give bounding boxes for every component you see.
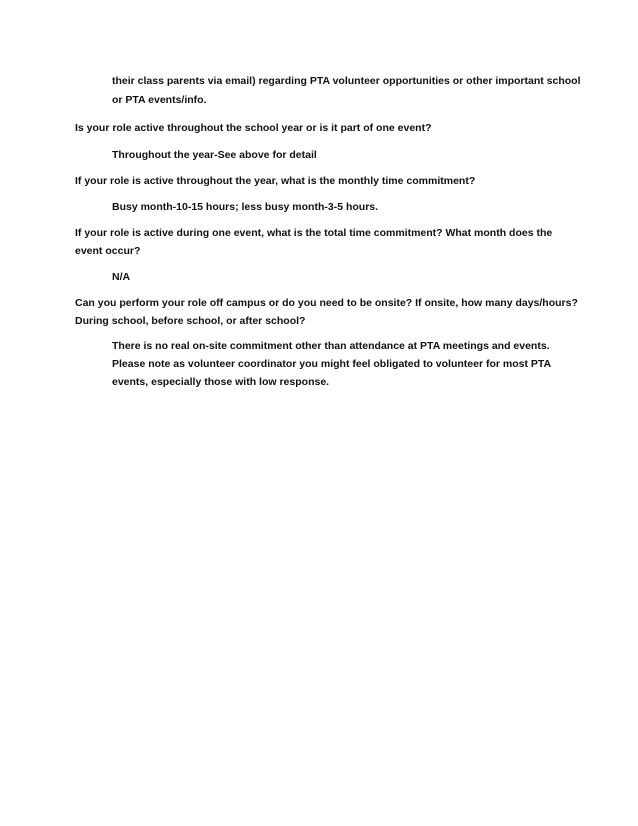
intro-answer-line-1: their class parents via email) regarding PTA volunteer opportunities or other important school [112, 75, 581, 87]
answer-one-event: N/A [112, 271, 131, 283]
question-off-campus-line-2: During school, before school, or after school? [75, 315, 306, 327]
question-one-event-line-2: event occur? [75, 245, 141, 257]
question-monthly-commitment: If your role is active throughout the year, what is the monthly time commitment? [75, 175, 476, 187]
question-one-event-line-1: If your role is active during one event, what is the total time commitment? What month does the [75, 227, 553, 239]
answer-role-active: Throughout the year-See above for detail [112, 149, 317, 161]
question-off-campus-line-1: Can you perform your role off campus or do you need to be onsite? If onsite, how many days/hours? [75, 297, 578, 309]
answer-off-campus-line-1: There is no real on-site commitment other than attendance at PTA meetings and events. [112, 340, 550, 352]
answer-off-campus-line-3: events, especially those with low response. [112, 376, 330, 388]
answer-monthly-commitment: Busy month-10-15 hours; less busy month-3-5 hours. [112, 201, 379, 213]
intro-answer-line-2: or PTA events/info. [112, 94, 207, 106]
answer-off-campus-line-2: Please note as volunteer coordinator you might feel obligated to volunteer for most PTA [112, 358, 552, 370]
question-role-active: Is your role active throughout the school year or is it part of one event? [75, 122, 432, 134]
